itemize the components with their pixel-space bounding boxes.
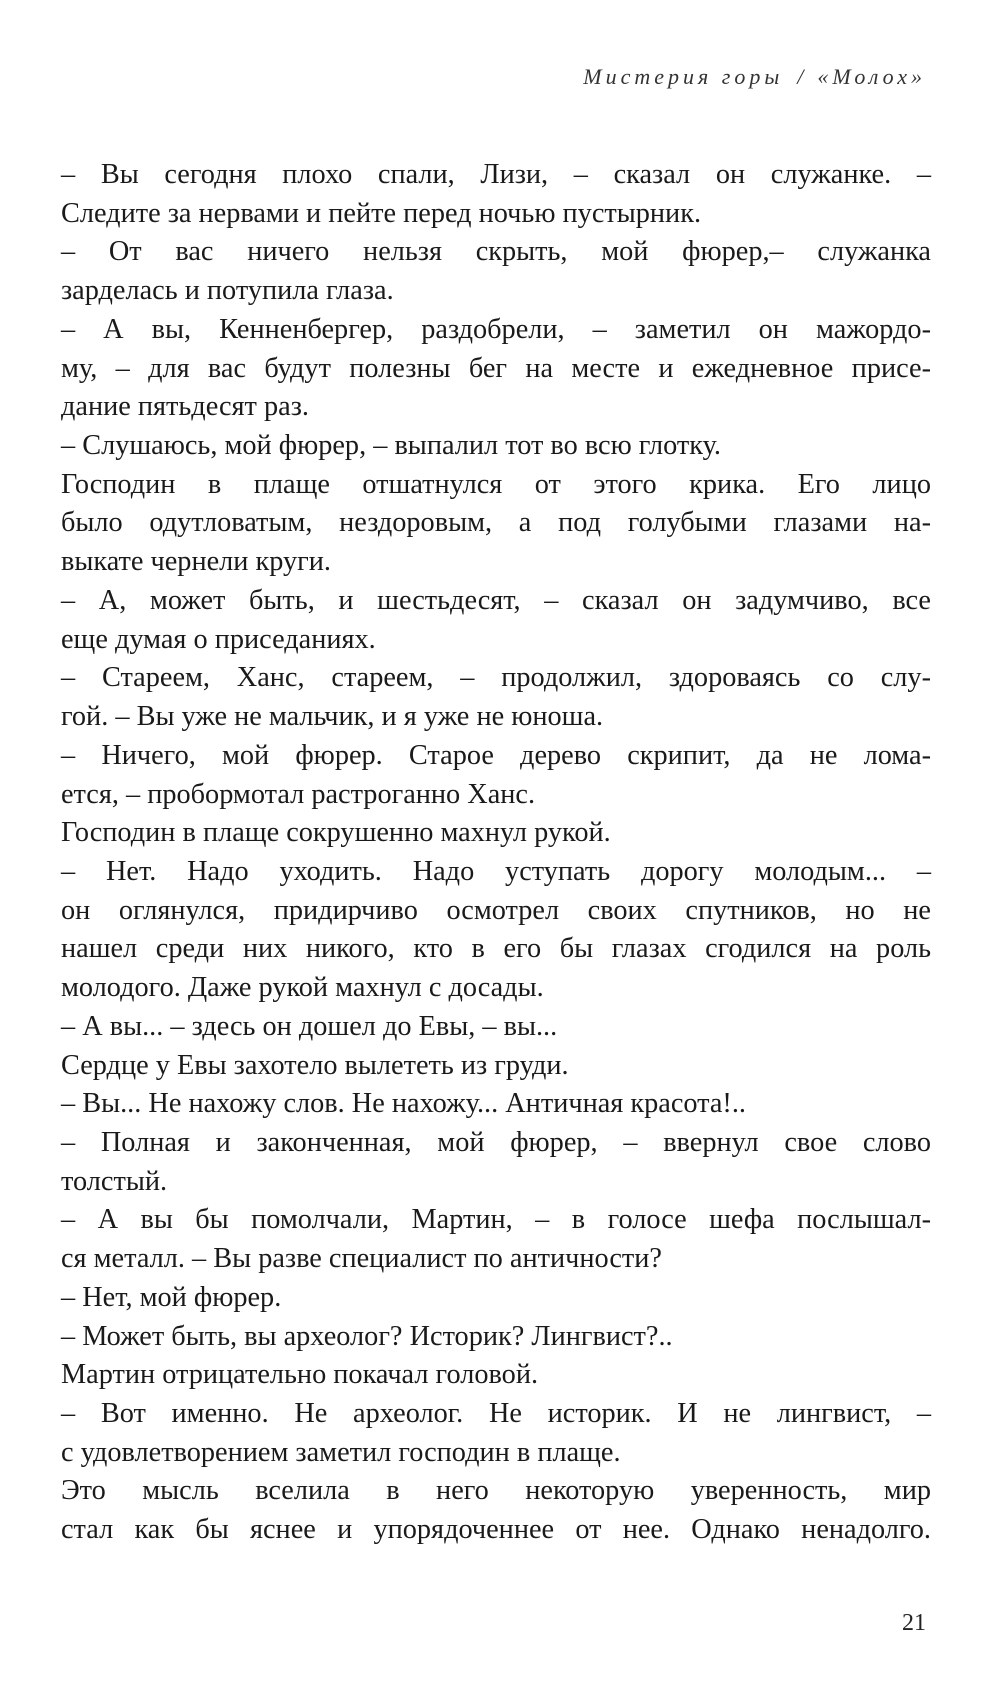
header-chapter-title: «Молох» — [817, 64, 926, 89]
text-line: – А вы бы помолчали, Мартин, – в голосе шефа послышал- — [61, 1204, 931, 1236]
text-line: Господин в плаще отшатнулся от этого крика. Его лицо — [61, 468, 931, 500]
text-line: Это мысль вселила в него некоторую уверенность, мир — [61, 1475, 931, 1507]
text-line: – Нет. Надо уходить. Надо уступать дорогу молодым... – — [61, 855, 931, 887]
text-line: – Полная и законченная, мой фюрер, – ввернул свое слово — [61, 1126, 931, 1158]
text-line: – А вы, Кенненбергер, раздобрели, – заметил он мажордо- — [61, 313, 931, 345]
text-line: стал как бы яснее и упорядоченнее от нее. Однако ненадолго. — [61, 1514, 931, 1546]
text-line: му, – для вас будут полезны бег на месте и ежедневное присе- — [61, 352, 931, 384]
text-line: – А вы... – здесь он дошел до Евы, – вы... — [61, 1010, 558, 1042]
text-line: гой. – Вы уже не мальчик, и я уже не юноша. — [61, 701, 604, 733]
text-line: – От вас ничего нельзя скрыть, мой фюрер,– служанка — [61, 236, 931, 268]
text-line: – Вот именно. Не археолог. Не историк. И не лингвист, – — [61, 1398, 931, 1429]
text-line: – А, может быть, и шестьдесят, – сказал он задумчиво, все — [61, 584, 931, 616]
text-line: – Вы... Не нахожу слов. Не нахожу... Античная красота!.. — [61, 1088, 746, 1120]
text-line: – Стареем, Ханс, стареем, – продолжил, здороваясь со слу- — [61, 662, 931, 694]
text-line: ся металл. – Вы разве специалист по античности? — [61, 1243, 662, 1275]
text-line: – Ничего, мой фюрер. Старое дерево скрипит, да не лома- — [61, 739, 931, 771]
text-line: выкате чернели круги. — [61, 546, 331, 578]
text-line: дание пятьдесят раз. — [61, 391, 309, 423]
text-line: – Слушаюсь, мой фюрер, – выпалил тот во всю глотку. — [61, 430, 721, 462]
text-line: Следите за нервами и пейте перед ночью пустырник. — [61, 197, 702, 229]
text-line: было одутловатым, нездоровым, а под голубыми глазами на- — [61, 507, 931, 539]
text-line: еще думая о приседаниях. — [61, 623, 376, 655]
text-line: нашел среди них никого, кто в его бы глазах сгодился на роль — [61, 933, 931, 965]
text-line: толстый. — [61, 1165, 168, 1197]
text-line: – Вы сегодня плохо спали, Лизи, – сказал он служанке. – — [61, 159, 931, 190]
text-line: зарделась и потупила глаза. — [61, 275, 394, 307]
text-line: Мартин отрицательно покачал головой. — [61, 1359, 539, 1391]
text-line: ется, – пробормотал растроганно Ханс. — [61, 778, 536, 810]
text-line: – Нет, мой фюрер. — [61, 1281, 282, 1313]
header-book-title: Мистерия горы — [583, 64, 784, 89]
header-separator: / — [797, 64, 804, 89]
page-number: 21 — [902, 1610, 926, 1636]
text-line: он оглянулся, придирчиво осмотрел своих спутников, но не — [61, 894, 931, 926]
text-line: Господин в плаще сокрушенно махнул рукой. — [61, 817, 611, 849]
text-line: с удовлетворением заметил господин в плаще. — [61, 1436, 621, 1468]
text-line: – Может быть, вы археолог? Историк? Лингвист?.. — [61, 1320, 673, 1352]
body-text — [61, 156, 931, 1550]
text-line: молодого. Даже рукой махнул с досады. — [61, 972, 544, 1004]
running-header — [583, 64, 926, 90]
text-line: Сердце у Евы захотело вылететь из груди. — [61, 1049, 569, 1081]
